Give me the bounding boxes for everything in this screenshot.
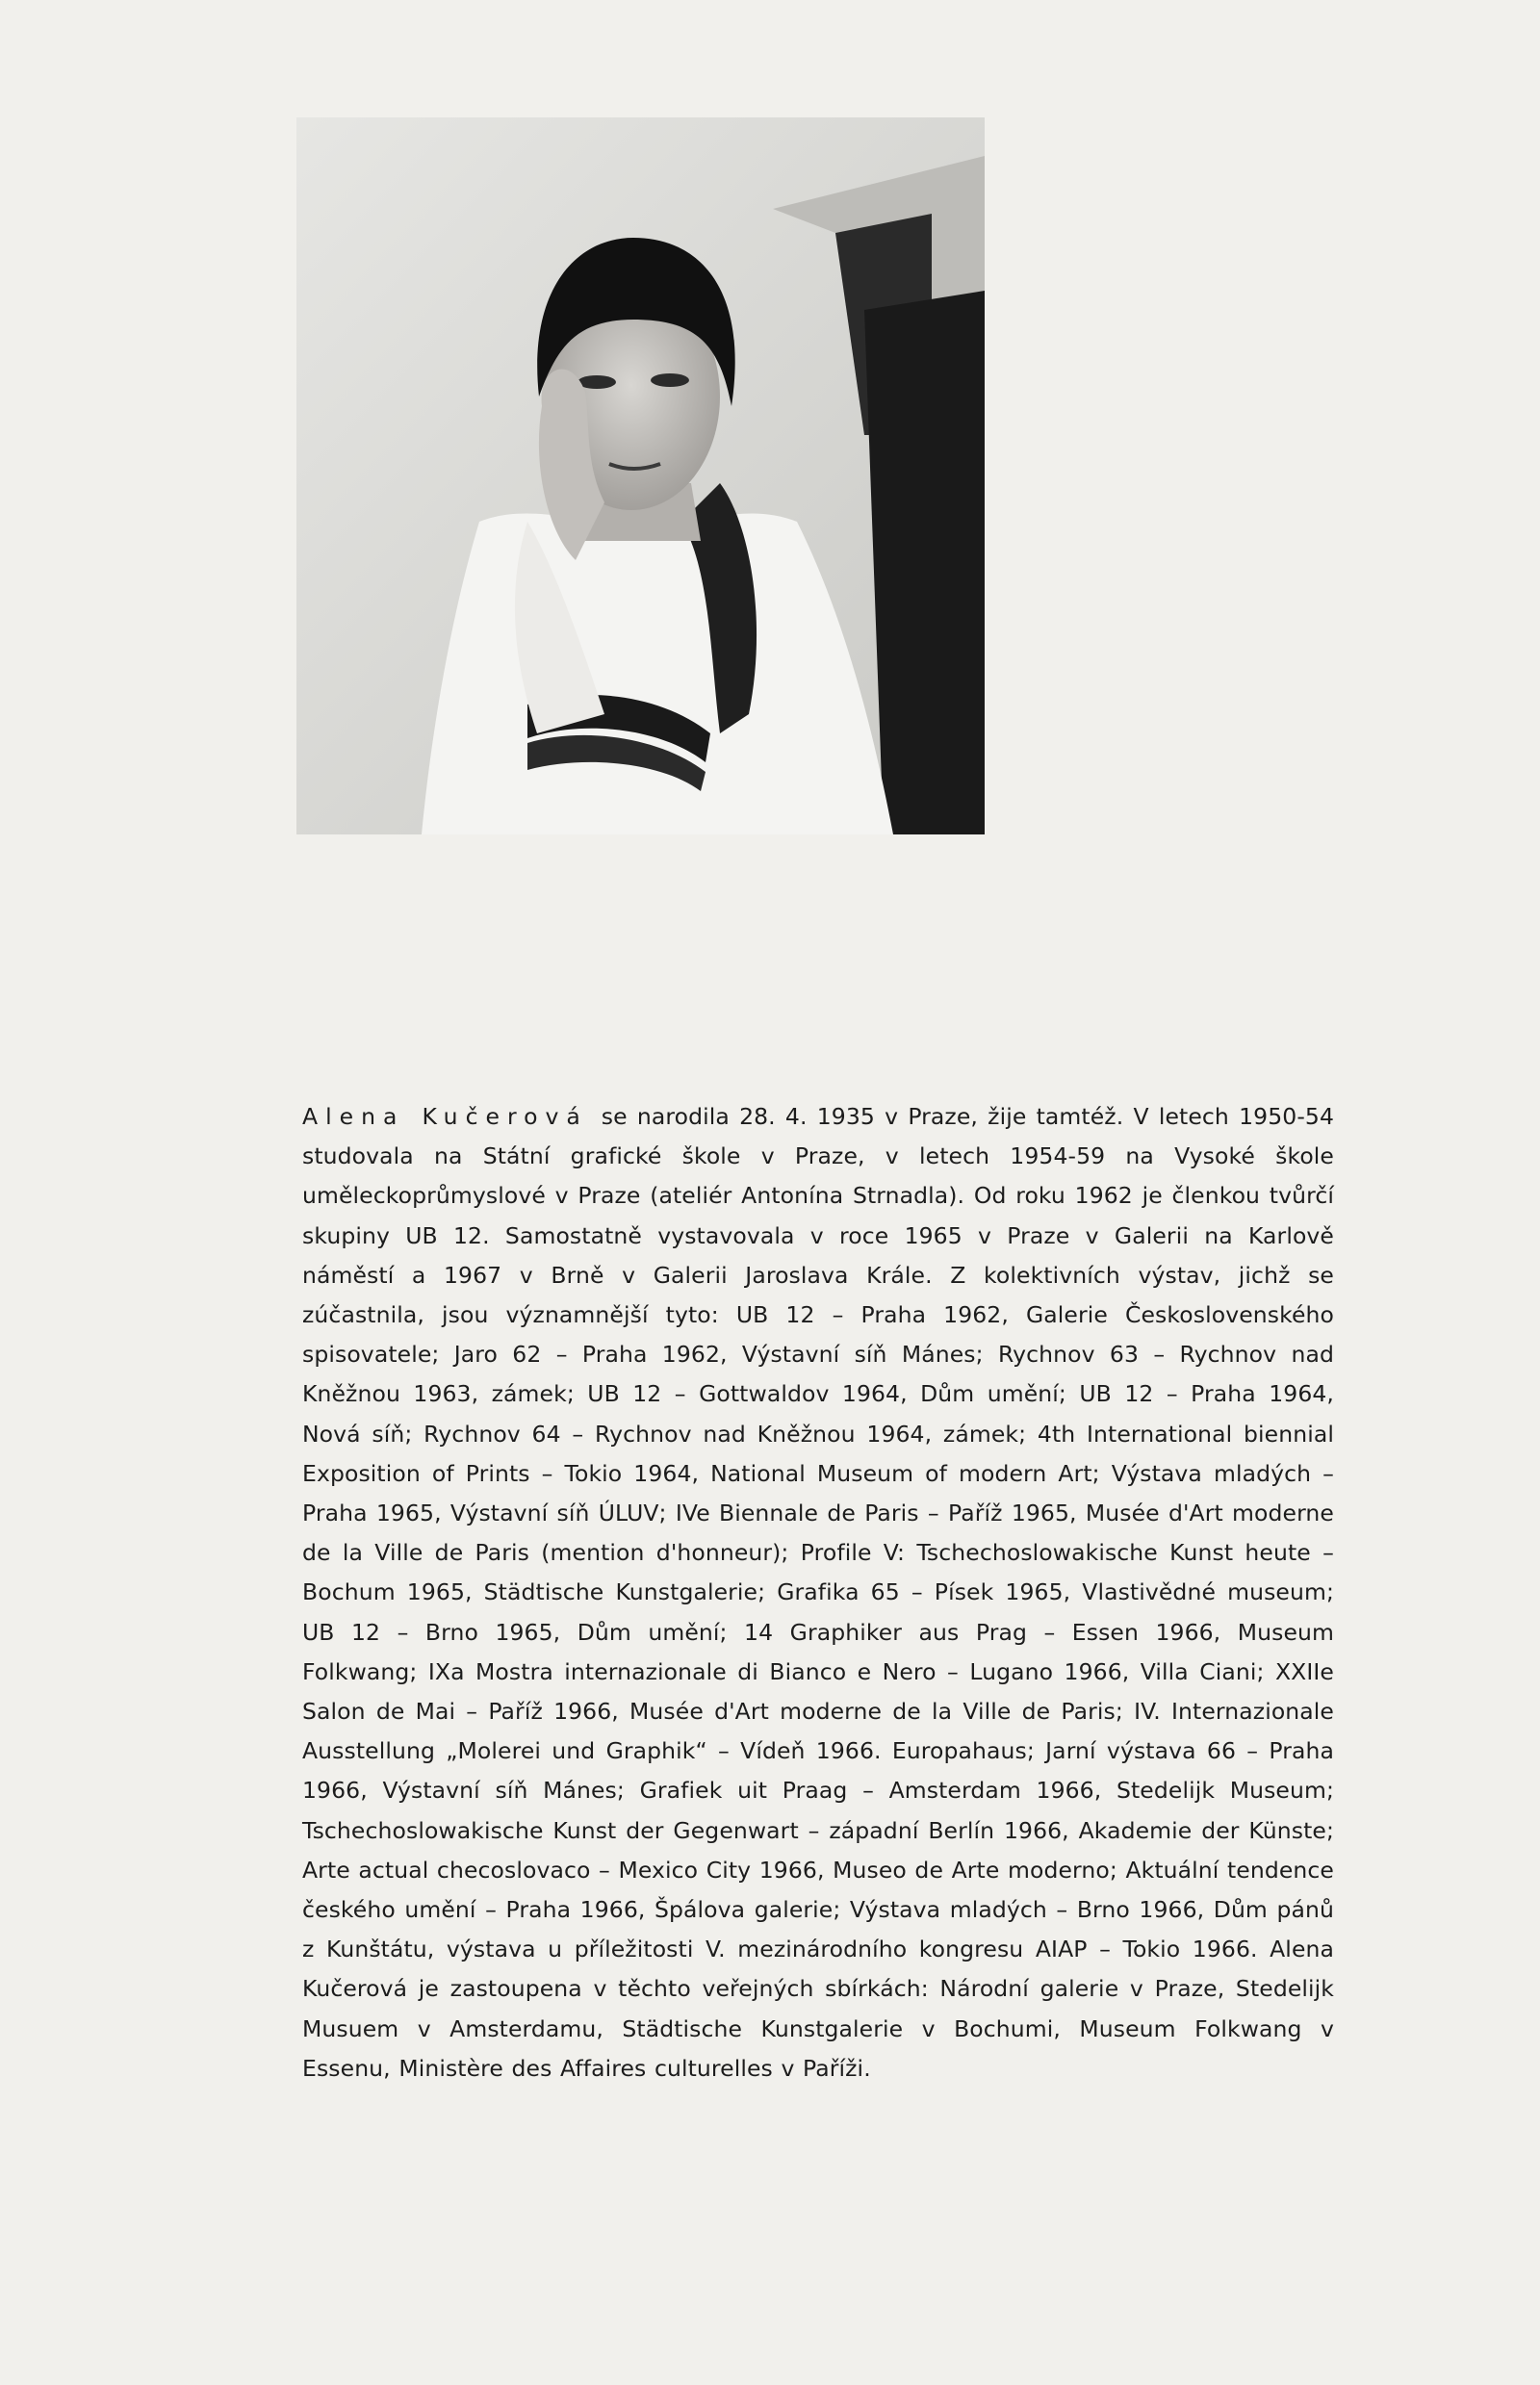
- artist-name: Alena Kučerová: [302, 1103, 588, 1130]
- biography-paragraph: [302, 1097, 1334, 2089]
- portrait-photo: [296, 117, 985, 834]
- portrait-photo-drawing: [296, 117, 985, 834]
- biography-text: se narodila 28. 4. 1935 v Praze, žije tamtéž. V letech 1950-54 studovala na Státní grafické škole v Praze, v letech 1954-59 na Vysoké škole uměleckoprůmyslové v Praze (ateliér Antonína Strnadla). Od roku 1962 je členkou tvůrčí skupiny UB 12. Samostatně vystavovala v roce 1965 v Praze v Galerii na Karlově náměstí a 1967 v Brně v Galerii Jaroslava Krále. Z kolektivních výstav, jichž se zúčastnila, jsou významnější tyto: UB 12 – Praha 1962, Galerie Československého spisovatele; Jaro 62 – Praha 1962, Výstavní síň Mánes; Rychnov 63 – Rychnov nad Kněžnou 1963, zámek; UB 12 – Gottwaldov 1964, Dům umění; UB 12 – Praha 1964, Nová síň; Rychnov 64 – Rychnov nad Kněžnou 1964, zámek; 4th International biennial Exposition of Prints – Tokio 1964, National Museum of modern Art; Výstava mladých – Praha 1965, Výstavní síň ÚLUV; IVe Biennale de Paris – Paříž 1965, Musée d'Art moderne de la Ville de Paris (mention d'honneur); Profile V: Tschechoslowakische Kunst heute – Bochum 1965, Städtische Kunstgalerie; Grafika 65 – Písek 1965, Vlastivědné museum; UB 12 – Brno 1965, Dům umění; 14 Graphiker aus Prag – Essen 1966, Museum Folkwang; IXa Mostra internazionale di Bianco e Nero – Lugano 1966, Villa Ciani; XXIIe Salon de Mai – Paříž 1966, Musée d'Art moderne de la Ville de Paris; IV. Internazionale Ausstellung „Molerei und Graphik“ – Vídeň 1966. Europahaus; Jarní výstava 66 – Praha 1966, Výstavní síň Mánes; Grafiek uit Praag – Amsterdam 1966, Stedelijk Museum; Tschechoslowakische Kunst der Gegenwart – západní Berlín 1966, Akademie der Künste; Arte actual checoslovaco – Mexico City 1966, Museo de Arte moderno; Aktuální tendence českého umění – Praha 1966, Špálova galerie; Výstava mladých – Brno 1966, Dům pánů z Kunštátu, výstava u příležitosti V. mezinárodního kongresu AIAP – Tokio 1966. Alena Kučerová je zastoupena v těchto veřejných sbírkách: Národní galerie v Praze, Stedelijk Musuem v Amsterdamu, Städtische Kunstgalerie v Bochumi, Museum Folkwang v Essenu, Ministère des Affaires culturelles v Paříži.: [302, 1103, 1334, 2082]
